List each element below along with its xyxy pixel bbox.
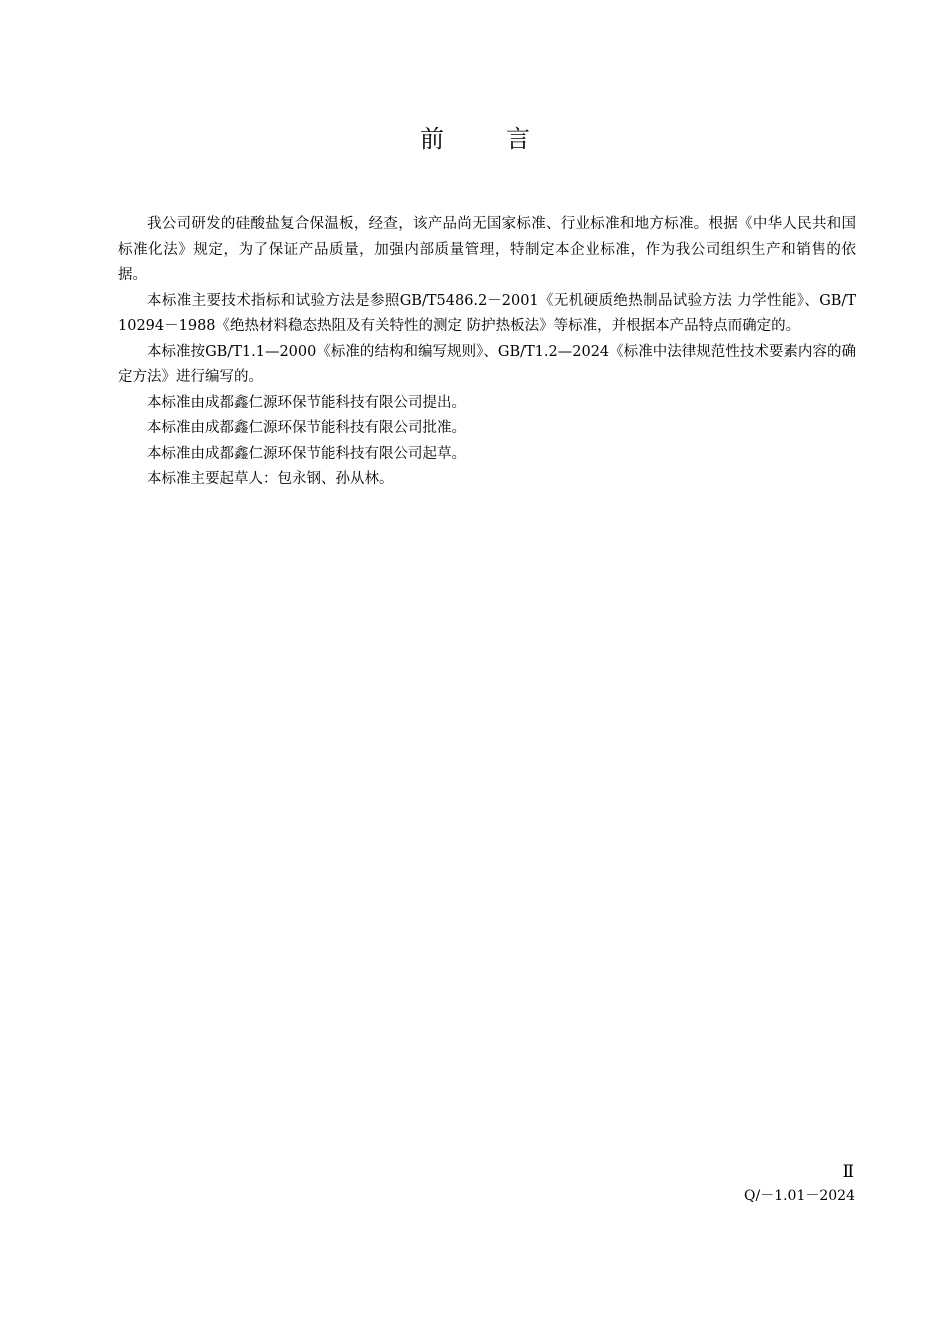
- page-title: [0, 122, 950, 156]
- paragraph-2: 本标准主要技术指标和试验方法是参照GB/T5486.2－2001《无机硬质绝热制品试验方法 力学性能》、GB/T 10294－1988《绝热材料稳态热阻及有关特性的测定 防护热板法》等标准，并根据本产品特点而确定的。: [118, 292, 856, 334]
- document-code: Q/－1.01－2024: [744, 1188, 855, 1204]
- foreword-body: [118, 212, 856, 493]
- page-number: Ⅱ: [842, 1162, 854, 1182]
- title-char-2: 言: [506, 125, 530, 153]
- paragraph-3: 本标准按GB/T1.1—2000《标准的结构和编写规则》、GB/T1.2—2024《标准中法律规范性技术要素内容的确定方法》进行编写的。: [118, 343, 856, 385]
- paragraph-1: 我公司研发的硅酸盐复合保温板，经查，该产品尚无国家标准、行业标准和地方标准。根据《中华人民共和国标准化法》规定，为了保证产品质量，加强内部质量管理，特制定本企业标准，作为我公司组织生产和销售的依据。: [118, 216, 856, 283]
- paragraph-6: 本标准由成都鑫仁源环保节能科技有限公司起草。: [147, 445, 466, 462]
- paragraph-5: 本标准由成都鑫仁源环保节能科技有限公司批准。: [147, 420, 466, 436]
- paragraph-7: 本标准主要起草人：包永钢、孙从林。: [147, 471, 394, 487]
- paragraph-4: 本标准由成都鑫仁源环保节能科技有限公司提出。: [147, 394, 466, 411]
- title-char-1: 前: [420, 125, 444, 153]
